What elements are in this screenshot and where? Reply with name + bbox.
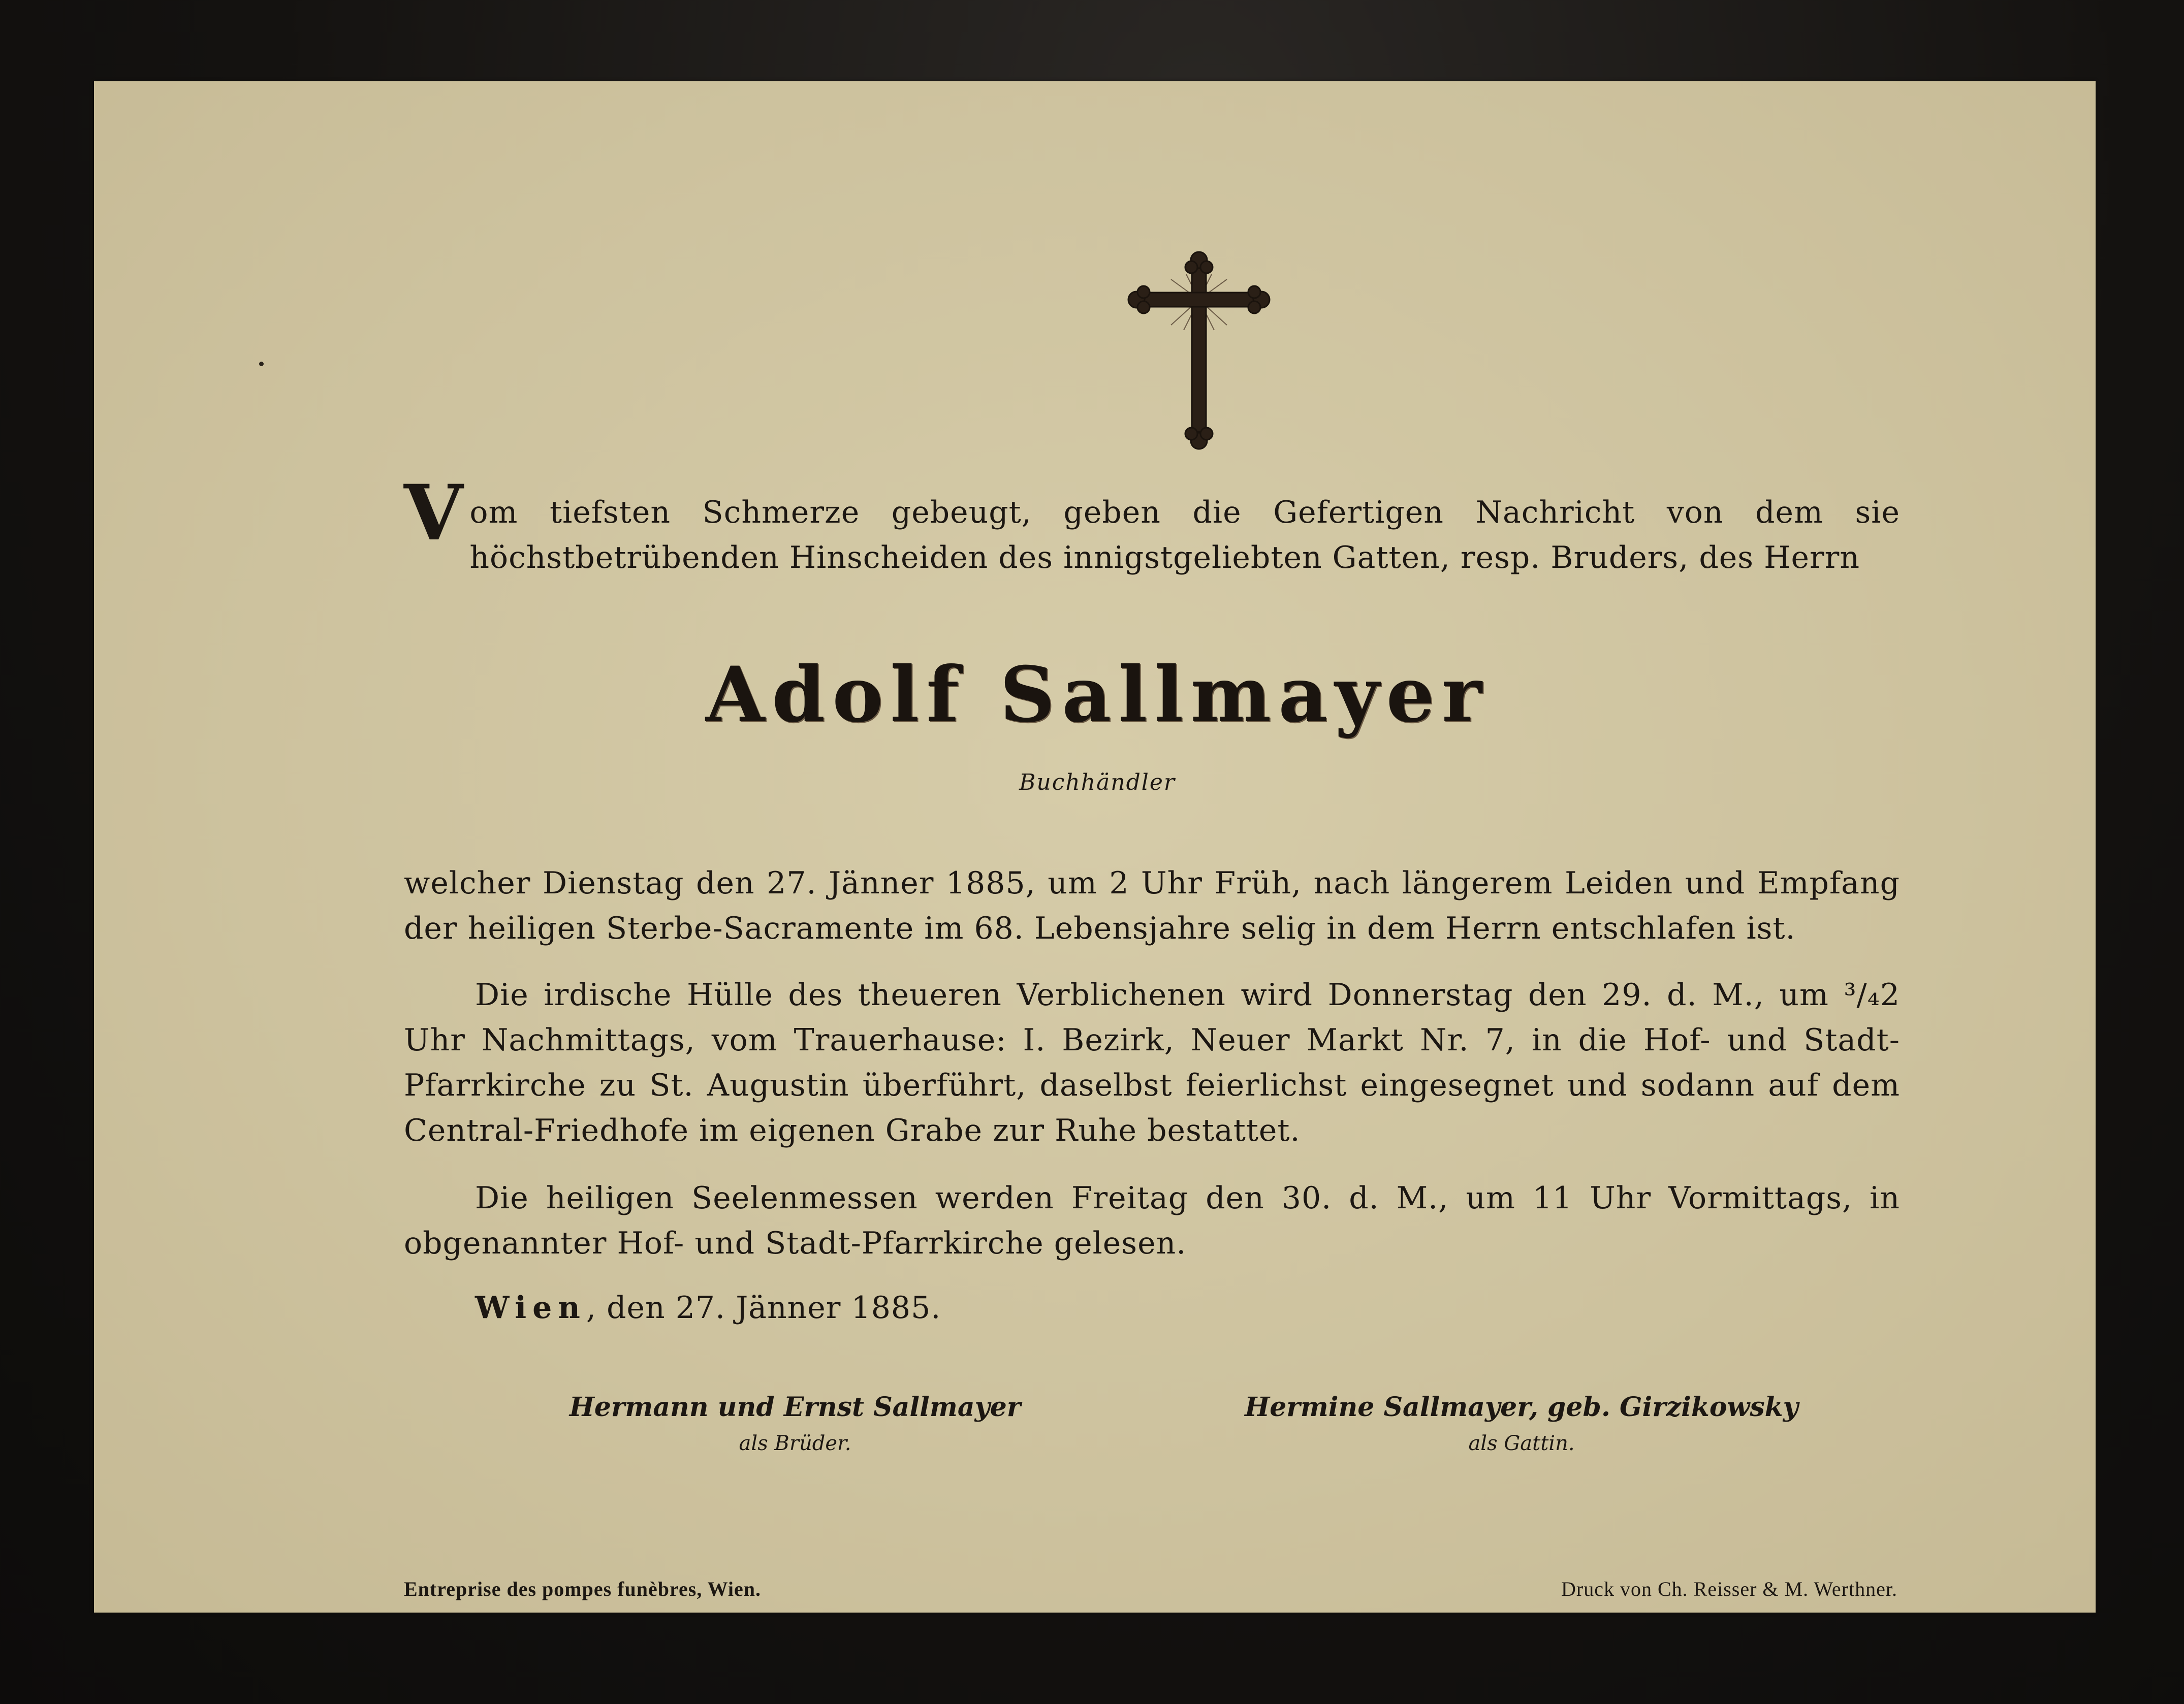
decorated-initial: V bbox=[404, 468, 464, 558]
funeral-paragraph: Die irdische Hülle des theueren Verblichenen wird Donnerstag den 29. d. M., um ³/₄2 Uhr Nachmittags, vom Trauerhause: I. Bezirk, Neuer Markt Nr. 7, in die Hof- und Stadt-Pfarrkirche zu St. Augustin überführt, daselbst feierlichst eingesegnet und sodann auf dem Central-Friedhofe im eigenen Grabe zur Ruhe bestattet. bbox=[404, 977, 1900, 1148]
opening-paragraph bbox=[404, 468, 1900, 581]
signature-widow-role: als Gattin. bbox=[1468, 1432, 1575, 1455]
date: , den 27. Jänner 1885. bbox=[586, 1290, 941, 1326]
place-and-date bbox=[475, 1290, 941, 1326]
footer-printer: Druck von Ch. Reisser & M. Werthner. bbox=[1561, 1578, 1897, 1600]
ornate-cross-icon bbox=[1125, 249, 1273, 452]
mass-paragraph: Die heiligen Seelenmessen werden Freitag den 30. d. M., um 11 Uhr Vormittags, in obgenannter Hof- und Stadt-Pfarrkirche gelesen. bbox=[404, 1180, 1900, 1261]
signature-brothers-role: als Brüder. bbox=[739, 1432, 851, 1455]
death-paragraph: welcher Dienstag den 27. Jänner 1885, um 2 Uhr Früh, nach längerem Leiden und Empfang der heiligen Sterbe-Sacramente im 68. Lebensjahre selig in dem Herrn entschlafen ist. bbox=[404, 865, 1900, 946]
footer-undertaker: Entreprise des pompes funèbres, Wien. bbox=[404, 1578, 761, 1600]
deceased-occupation: Buchhändler bbox=[1019, 769, 1176, 795]
funeral-notice-sheet bbox=[94, 81, 2096, 1613]
signature-brothers-names: Hermann und Ernst Sallmayer bbox=[569, 1392, 1021, 1423]
place: Wien bbox=[475, 1290, 586, 1326]
deceased-name: Adolf Sallmayer bbox=[705, 650, 1490, 740]
signature-brothers bbox=[536, 1392, 1054, 1455]
signature-widow-names: Hermine Sallmayer, geb. Girzikowsky bbox=[1245, 1392, 1798, 1423]
opening-text: om tiefsten Schmerze gebeugt, geben die Gefertigen Nachricht von dem sie höchstbetrübenden Hinscheiden des innigstgeliebten Gatten, resp. Bruders, des Herrn bbox=[469, 495, 1900, 575]
signature-widow bbox=[1186, 1392, 1857, 1455]
ink-speck bbox=[259, 362, 264, 366]
